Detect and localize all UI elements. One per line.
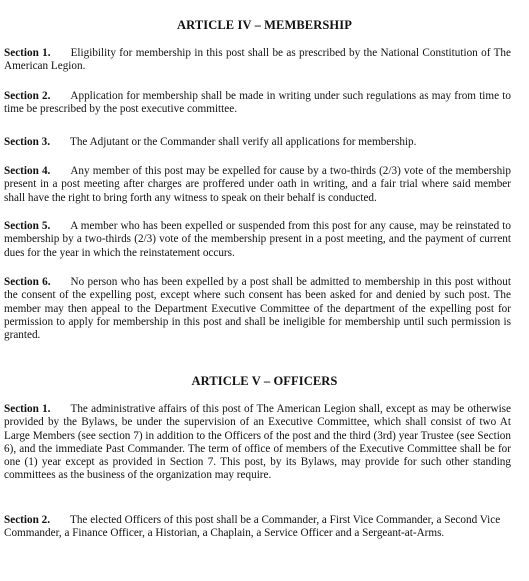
- article-iv-section-3: [4, 136, 511, 149]
- section-label: Section 1.: [4, 403, 51, 415]
- section-text: The Adjutant or the Commander shall verify all applications for membership.: [70, 136, 417, 148]
- section-text: Any member of this post may be expelled for cause by a two-thirds (2/3) vote of the membership present in a post meeting after charges are proffered under oath in writing, and a fair trial where said member shall have the right to bring forth any witness to speak on their behalf is conducted.: [4, 165, 511, 204]
- article-iv-title: ARTICLE IV – MEMBERSHIP: [177, 18, 352, 32]
- section-label: Section 4.: [4, 165, 51, 177]
- section-text: Application for membership shall be made in writing under such regulations as may from time to time be prescribed by the post executive committee.: [4, 90, 511, 116]
- article-iv-section-6: [4, 276, 511, 342]
- section-text: A member who has been expelled or suspended from this post for any cause, may be reinstated to membership by a two-thirds (2/3) vote of the membership present in a post meeting, and the payment of current dues for the year in which the reinstatement occurs.: [4, 220, 511, 259]
- section-label: Section 6.: [4, 276, 51, 288]
- article-iv-section-5: [4, 220, 511, 260]
- section-label: Section 5.: [4, 220, 51, 232]
- article-iv-section-1: [4, 47, 511, 74]
- section-text: The administrative affairs of this post of The American Legion shall, except as may be otherwise provided by the Bylaws, be under the supervision of an Executive Committee, which shall consist of two At Large Members (see section 7) in addition to the Officers of the post and the third (3rd) year Trustee (see Section 6), and the immediate Past Commander. The term of office of members of the Executive Committee shall be for one (1) year except as provided in Section 7. This post, by its Bylaws, may provide for such other standing committees as the business of the organization may require.: [4, 403, 511, 482]
- section-text: The elected Officers of this post shall be a Commander, a First Vice Commander, a Second Vice Commander, a Finance Officer, a Historian, a Chaplain, a Service Officer and a Sergeant-at-Arms.: [4, 514, 501, 540]
- article-v-section-1: [4, 403, 511, 483]
- section-text: No person who has been expelled by a post shall be admitted to membership in this post without the consent of the expelling post, except where such consent has been asked for and denied by such post. The member may then appeal to the Department Executive Committee of the department of the expelling post for permission to apply for membership in this post and shall be ineligible for membership until such permission is granted.: [4, 276, 511, 342]
- article-iv-section-4: [4, 165, 511, 205]
- section-text: Eligibility for membership in this post shall be as prescribed by the National Constitution of The American Legion.: [4, 47, 511, 73]
- article-v-section-2: [4, 514, 504, 541]
- section-label: Section 2.: [4, 514, 50, 526]
- article-iv-section-2: [4, 90, 511, 117]
- section-label: Section 2.: [4, 90, 51, 102]
- section-label: Section 3.: [4, 136, 50, 148]
- article-v-title: ARTICLE V – OFFICERS: [191, 374, 338, 388]
- section-label: Section 1.: [4, 47, 51, 59]
